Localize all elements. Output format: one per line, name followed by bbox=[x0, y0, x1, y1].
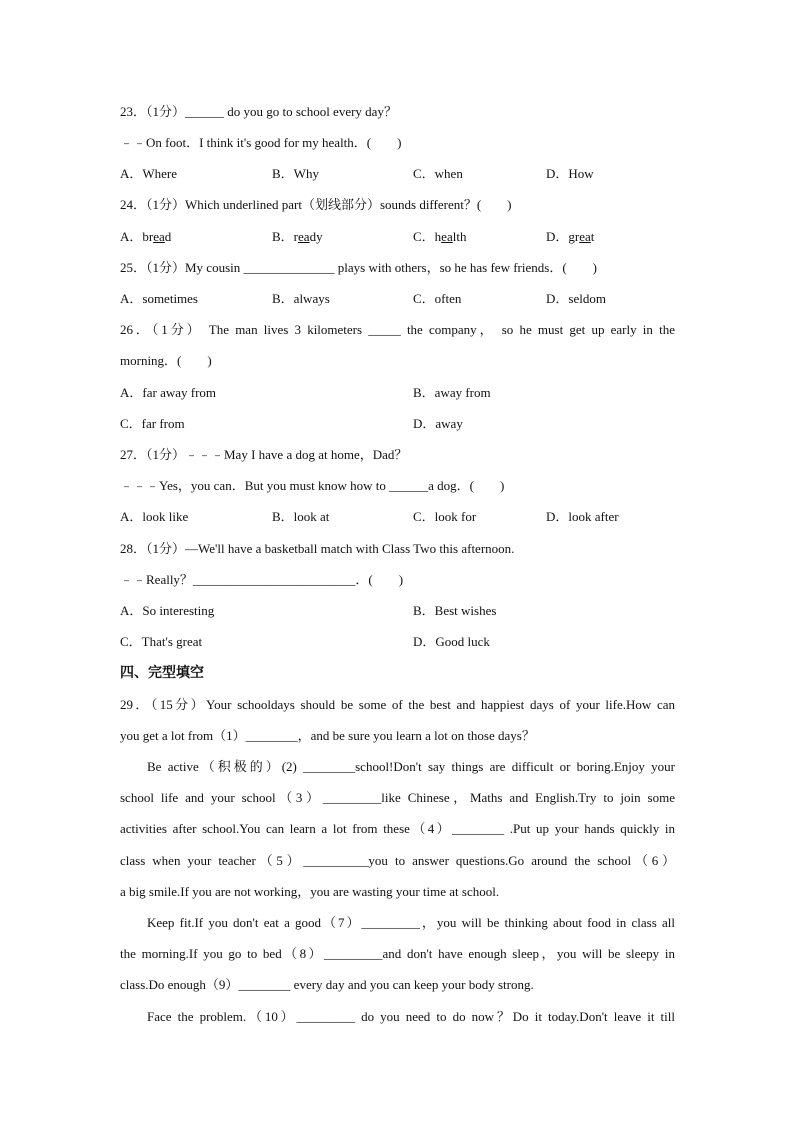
q27-option-d[interactable]: D．look after bbox=[546, 509, 619, 524]
option-text: dy bbox=[309, 229, 323, 244]
passage-line: Be active（积极的）(2) ________school!Don't say things are difficult or boring.Enjoy your bbox=[147, 759, 675, 774]
underlined-letters: ea bbox=[298, 229, 310, 244]
option-text: lth bbox=[452, 229, 467, 244]
option-text: d bbox=[164, 229, 172, 244]
question-27-stem: 27．（1分）﹣﹣﹣May I have a dog at home，Dad？ bbox=[120, 447, 408, 462]
q27-option-a[interactable]: A．look like bbox=[120, 509, 189, 524]
q25-option-d[interactable]: D．seldom bbox=[546, 291, 606, 306]
question-26-stem-line1: 26．（1分） The man lives 3 kilometers _____ the company， so he must get up early in the bbox=[120, 322, 675, 337]
question-28-response: ﹣﹣Really？_________________________．( ) bbox=[120, 572, 404, 587]
underlined-letters: ea bbox=[441, 229, 453, 244]
question-27-response: ﹣﹣﹣Yes，you can．But you must know how to ______a dog．( ) bbox=[120, 478, 505, 493]
q28-option-a[interactable]: A．So interesting bbox=[120, 603, 215, 618]
q23-option-c[interactable]: C．when bbox=[413, 166, 463, 181]
question-25-stem: 25．（1分）My cousin ______________ plays with others，so he has few friends．( ) bbox=[120, 260, 597, 275]
question-23-response: ﹣﹣On foot．I think it's good for my health．( ) bbox=[120, 135, 402, 150]
passage-line: class.Do enough（9）________ every day and you can keep your body strong. bbox=[120, 977, 534, 992]
section-heading-cloze: 四、完型填空 bbox=[120, 665, 204, 681]
q26-option-c[interactable]: C．far from bbox=[120, 416, 185, 431]
q25-option-c[interactable]: C．often bbox=[413, 291, 462, 306]
q25-option-b[interactable]: B．always bbox=[272, 291, 330, 306]
passage-line: the morning.If you go to bed（8）_________and don't have enough sleep，you will be sleepy in bbox=[120, 946, 675, 961]
q27-option-c[interactable]: C．look for bbox=[413, 509, 477, 524]
passage-line: class when your teacher（5）__________you to answer questions.Go around the school（6） bbox=[120, 853, 675, 868]
question-26-stem-line2: morning．( ) bbox=[120, 353, 212, 368]
q24-option-a[interactable] bbox=[120, 229, 171, 245]
option-text: t bbox=[590, 229, 595, 244]
question-23-stem: 23．（1分）______ do you go to school every day？ bbox=[120, 104, 397, 119]
q28-option-c[interactable]: C．That's great bbox=[120, 634, 203, 649]
q25-option-a[interactable]: A．sometimes bbox=[120, 291, 198, 306]
q26-option-b[interactable]: B．away from bbox=[413, 385, 491, 400]
option-text: B．r bbox=[272, 229, 299, 244]
passage-line: a big smile.If you are not working，you are wasting your time at school. bbox=[120, 884, 500, 899]
question-28-stem: 28．（1分）—We'll have a basketball match with Class Two this afternoon. bbox=[120, 541, 515, 556]
q23-option-a[interactable]: A．Where bbox=[120, 166, 178, 181]
passage-line: you get a lot from（1）________，and be sure you learn a lot on those days？ bbox=[120, 728, 535, 743]
underlined-letters: ea bbox=[579, 229, 591, 244]
q28-option-b[interactable]: B．Best wishes bbox=[413, 603, 497, 618]
q23-option-d[interactable]: D．How bbox=[546, 166, 594, 181]
option-text: D．gr bbox=[546, 229, 580, 244]
q26-option-d[interactable]: D．away bbox=[413, 416, 463, 431]
passage-line: school life and your school（3）_________like Chinese，Maths and English.Try to join some bbox=[120, 790, 675, 805]
q26-option-a[interactable]: A．far away from bbox=[120, 385, 217, 400]
passage-line: Keep fit.If you don't eat a good（7）_________，you will be thinking about food in class all bbox=[147, 915, 675, 930]
q24-option-b[interactable] bbox=[272, 229, 323, 245]
q24-option-d[interactable] bbox=[546, 229, 594, 245]
q28-option-d[interactable]: D．Good luck bbox=[413, 634, 490, 649]
question-24-stem: 24．（1分）Which underlined part（划线部分）sounds different？( ) bbox=[120, 197, 512, 212]
underlined-letters: ea bbox=[153, 229, 165, 244]
passage-line: Face the problem.（10）_________ do you need to do now？Do it today.Don't leave it till bbox=[147, 1009, 675, 1024]
option-text: C．h bbox=[413, 229, 442, 244]
option-text: A．br bbox=[120, 229, 154, 244]
q24-option-c[interactable] bbox=[413, 229, 466, 245]
passage-line: activities after school.You can learn a lot from these（4）________ .Put up your hands quickly in bbox=[120, 821, 675, 836]
q23-option-b[interactable]: B．Why bbox=[272, 166, 319, 181]
passage-line: 29．（15分）Your schooldays should be some of the best and happiest days of your life.How can bbox=[120, 697, 675, 712]
q27-option-b[interactable]: B．look at bbox=[272, 509, 330, 524]
